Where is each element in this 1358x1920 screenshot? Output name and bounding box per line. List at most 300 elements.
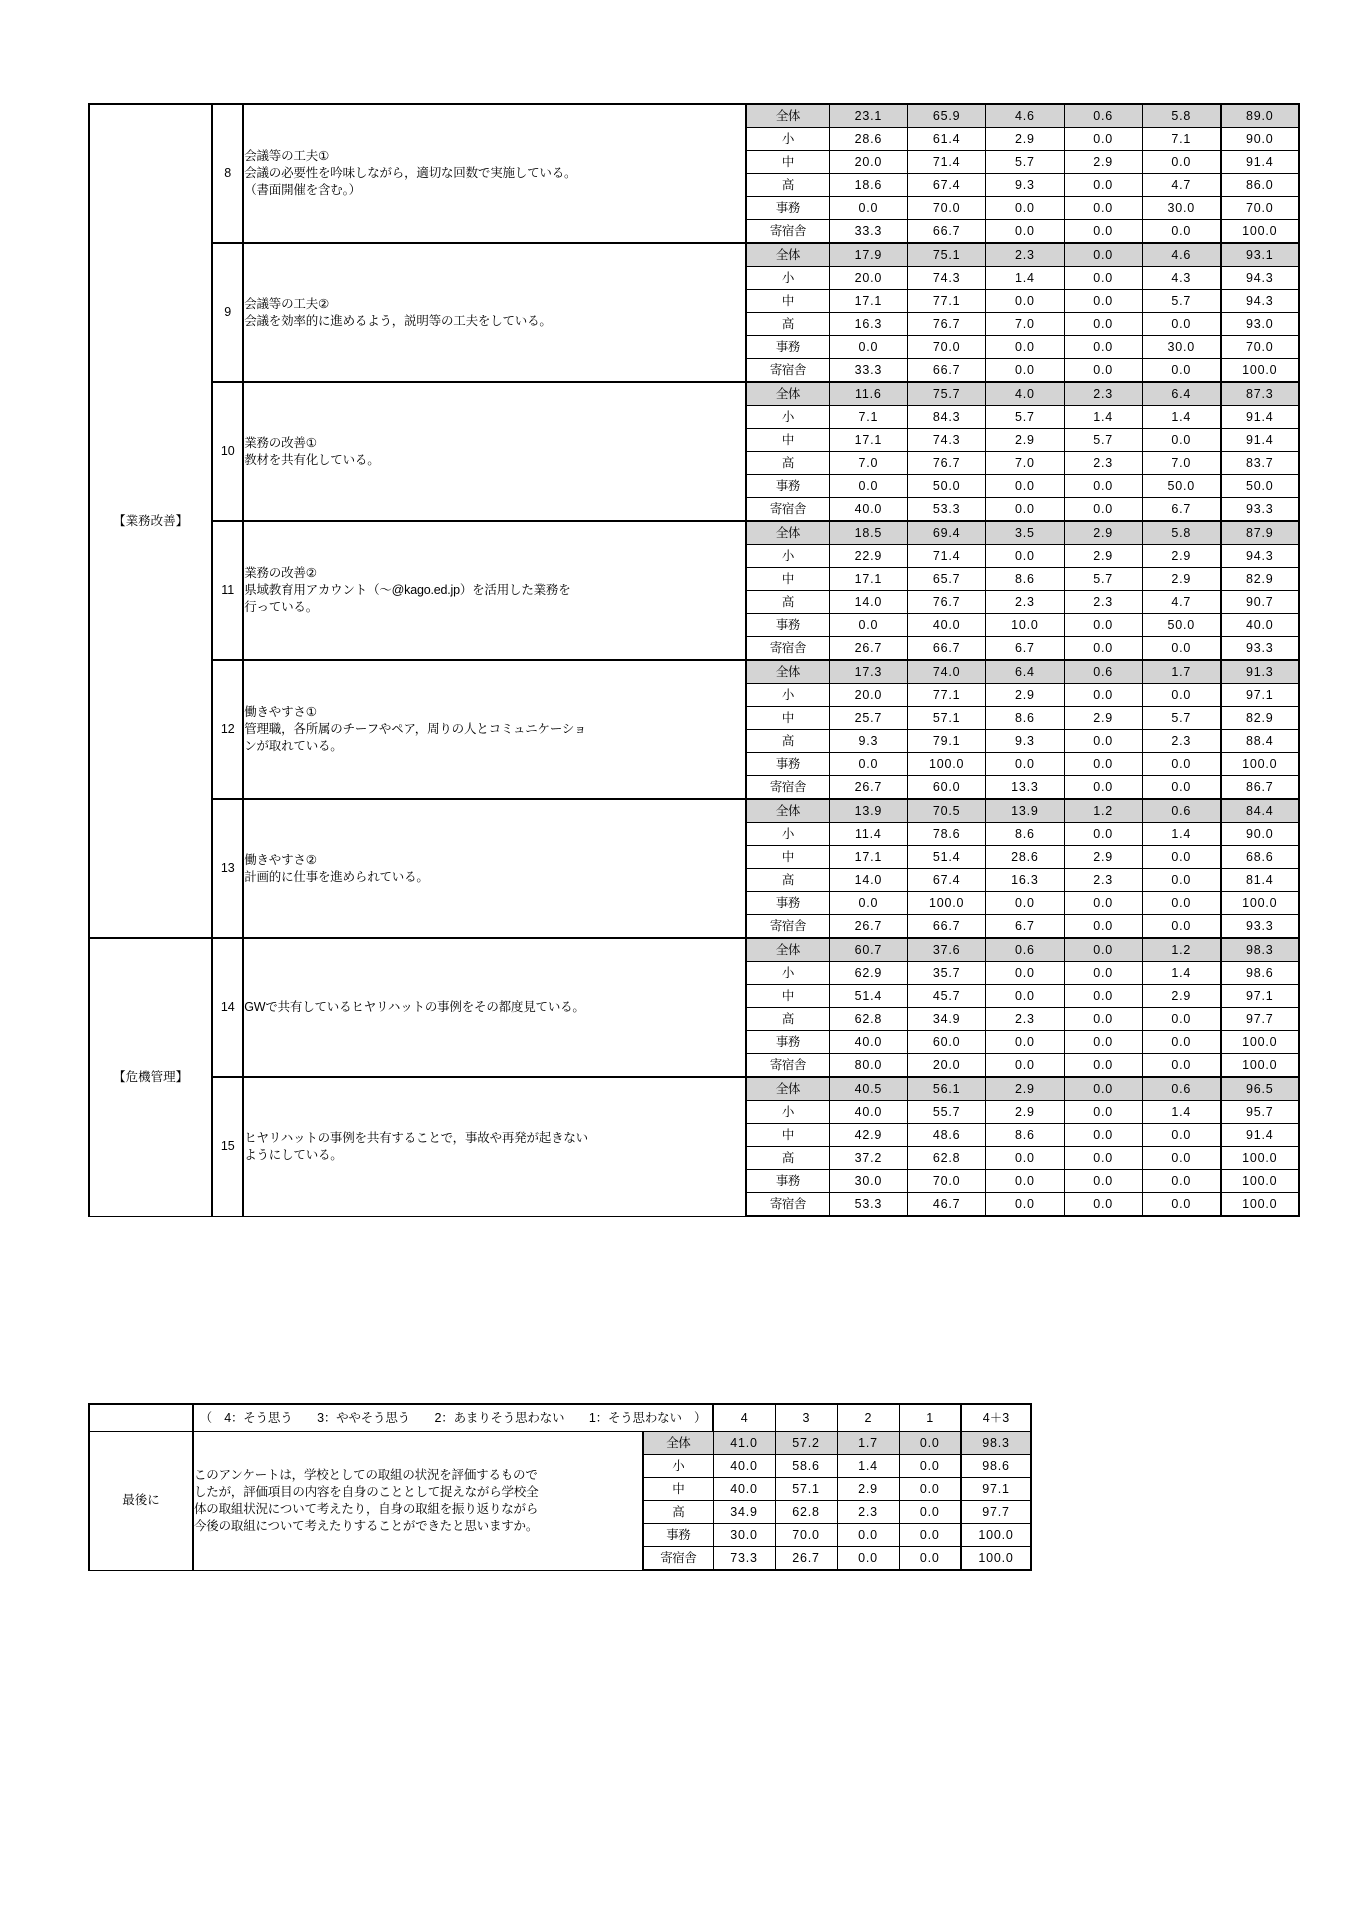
data-cell-v4: 0.0 (829, 892, 907, 915)
row-category-label: 小 (643, 1455, 713, 1478)
data-cell-v2: 7.0 (986, 313, 1064, 336)
data-cell-v2: 3.5 (986, 521, 1064, 545)
data-cell-v2: 0.0 (986, 290, 1064, 313)
row-category-label: 寄宿舎 (643, 1547, 713, 1571)
row-category-label: 高 (746, 313, 829, 336)
data-cell-v4: 40.0 (829, 498, 907, 522)
table-row (89, 1432, 1031, 1455)
row-category-label: 事務 (746, 1031, 829, 1054)
data-cell-v0: 0.0 (1142, 1147, 1220, 1170)
data-cell-v4: 0.0 (829, 475, 907, 498)
data-cell-v1: 0.0 (1064, 336, 1142, 359)
final-question-text-line: このアンケートは，学校としての取組の状況を評価するもので (194, 1468, 538, 1482)
data-cell-v3: 50.0 (907, 475, 985, 498)
data-cell-v2: 0.0 (986, 1170, 1064, 1193)
row-category-label: 中 (746, 707, 829, 730)
row-category-label: 寄宿舎 (746, 776, 829, 800)
data-cell-v1: 0.0 (1064, 753, 1142, 776)
question-text-line: ヒヤリハットの事例を共有することで，事故や再発が起きない (244, 1130, 588, 1145)
data-cell-v1: 0.0 (899, 1432, 961, 1455)
data-cell-v0: 0.0 (1142, 776, 1220, 800)
data-cell-v1: 0.0 (1064, 267, 1142, 290)
data-cell-v4: 41.0 (713, 1432, 775, 1455)
data-cell-v2: 0.0 (986, 1054, 1064, 1078)
data-cell-sum: 91.4 (1221, 151, 1299, 174)
scale-header-3: 2 (837, 1404, 899, 1432)
data-cell-sum: 100.0 (1221, 1031, 1299, 1054)
question-number: 14 (212, 938, 243, 1077)
data-cell-v2: 8.6 (986, 1124, 1064, 1147)
data-cell-v2: 10.0 (986, 614, 1064, 637)
table-row (89, 799, 1299, 823)
data-cell-v3: 53.3 (907, 498, 985, 522)
data-cell-v2: 1.4 (837, 1455, 899, 1478)
data-cell-sum: 93.3 (1221, 915, 1299, 939)
data-cell-sum: 93.3 (1221, 637, 1299, 661)
data-cell-v2: 2.9 (986, 1077, 1064, 1101)
data-cell-v2: 2.9 (986, 1101, 1064, 1124)
data-cell-v2: 0.0 (986, 359, 1064, 383)
row-category-label: 小 (746, 406, 829, 429)
data-cell-v0: 4.7 (1142, 174, 1220, 197)
question-text-line: （書面開催を含む。） (244, 182, 361, 197)
data-cell-v1: 0.0 (899, 1501, 961, 1524)
data-cell-v0: 0.0 (1142, 220, 1220, 244)
data-cell-v4: 53.3 (829, 1193, 907, 1217)
question-text-line: 業務の改善① (244, 435, 317, 450)
row-category-label: 寄宿舎 (746, 498, 829, 522)
data-cell-v4: 0.0 (829, 336, 907, 359)
data-cell-v4: 17.1 (829, 846, 907, 869)
data-cell-v3: 75.7 (907, 382, 985, 406)
data-cell-v1: 0.0 (1064, 730, 1142, 753)
data-cell-v0: 30.0 (1142, 197, 1220, 220)
data-cell-v3: 57.1 (775, 1478, 837, 1501)
data-cell-v4: 42.9 (829, 1124, 907, 1147)
data-cell-v3: 45.7 (907, 985, 985, 1008)
data-cell-v4: 62.8 (829, 1008, 907, 1031)
data-cell-sum: 93.1 (1221, 243, 1299, 267)
data-cell-v1: 2.9 (1064, 846, 1142, 869)
data-cell-v4: 23.1 (829, 104, 907, 128)
scale-header-1: 4 (713, 1404, 775, 1432)
question-text-line: 管理職，各所属のチーフやペア，周りの人とコミュニケーショ (244, 722, 587, 737)
data-cell-sum: 87.9 (1221, 521, 1299, 545)
data-cell-sum: 86.7 (1221, 776, 1299, 800)
question-text (243, 799, 746, 938)
final-question-table (88, 1403, 1032, 1571)
data-cell-v3: 62.8 (775, 1501, 837, 1524)
data-cell-v2: 2.9 (986, 429, 1064, 452)
data-cell-v3: 67.4 (907, 174, 985, 197)
legend-blank-cell (89, 1404, 193, 1432)
data-cell-v1: 0.0 (1064, 684, 1142, 707)
data-cell-v0: 0.0 (1142, 1031, 1220, 1054)
data-cell-v1: 0.0 (1064, 1124, 1142, 1147)
data-cell-v1: 0.0 (1064, 1170, 1142, 1193)
data-cell-sum: 81.4 (1221, 869, 1299, 892)
data-cell-v4: 9.3 (829, 730, 907, 753)
data-cell-v3: 51.4 (907, 846, 985, 869)
row-category-label: 事務 (746, 892, 829, 915)
data-cell-v4: 0.0 (829, 614, 907, 637)
row-category-label: 事務 (746, 1170, 829, 1193)
data-cell-v4: 62.9 (829, 962, 907, 985)
data-cell-v4: 0.0 (829, 197, 907, 220)
data-cell-v0: 0.0 (1142, 1008, 1220, 1031)
row-category-label: 全体 (746, 243, 829, 267)
data-cell-sum: 91.4 (1221, 1124, 1299, 1147)
row-category-label: 全体 (746, 521, 829, 545)
table-row (89, 104, 1299, 128)
data-cell-v1: 0.0 (1064, 938, 1142, 962)
question-text (243, 243, 746, 382)
row-category-label: 事務 (746, 336, 829, 359)
data-cell-v1: 2.9 (1064, 521, 1142, 545)
data-cell-v2: 2.3 (986, 243, 1064, 267)
data-cell-sum: 100.0 (1221, 892, 1299, 915)
row-category-label: 中 (746, 985, 829, 1008)
data-cell-v4: 40.0 (829, 1101, 907, 1124)
data-cell-v3: 35.7 (907, 962, 985, 985)
data-cell-v1: 0.0 (1064, 637, 1142, 661)
data-cell-v2: 6.7 (986, 637, 1064, 661)
data-cell-v1: 0.0 (1064, 1031, 1142, 1054)
row-category-label: 中 (746, 151, 829, 174)
data-cell-v3: 70.0 (907, 336, 985, 359)
row-category-label: 全体 (746, 938, 829, 962)
data-cell-v1: 2.9 (1064, 151, 1142, 174)
data-cell-v2: 13.9 (986, 799, 1064, 823)
data-cell-v2: 28.6 (986, 846, 1064, 869)
data-cell-v1: 2.9 (1064, 545, 1142, 568)
data-cell-v3: 26.7 (775, 1547, 837, 1571)
data-cell-v0: 7.0 (1142, 452, 1220, 475)
question-text-line: 教材を共有化している。 (244, 452, 380, 467)
row-category-label: 高 (746, 1147, 829, 1170)
section-label: 【業務改善】 (89, 104, 212, 938)
data-cell-v2: 0.0 (986, 220, 1064, 244)
data-cell-v4: 30.0 (713, 1524, 775, 1547)
data-cell-v0: 6.4 (1142, 382, 1220, 406)
data-cell-v4: 40.5 (829, 1077, 907, 1101)
data-cell-v0: 2.9 (1142, 568, 1220, 591)
data-cell-v3: 100.0 (907, 892, 985, 915)
section-label: 【危機管理】 (89, 938, 212, 1216)
data-cell-v1: 0.0 (1064, 359, 1142, 383)
question-text (243, 660, 746, 799)
data-cell-v4: 26.7 (829, 776, 907, 800)
question-text-line: 会議等の工夫② (244, 296, 329, 311)
data-cell-v1: 0.0 (1064, 1008, 1142, 1031)
question-text-line: ようにしている。 (244, 1147, 343, 1162)
data-cell-v0: 0.0 (1142, 429, 1220, 452)
data-cell-v2: 0.0 (837, 1524, 899, 1547)
data-cell-v0: 0.0 (1142, 359, 1220, 383)
data-cell-v1: 0.0 (1064, 220, 1142, 244)
question-text-line: 業務の改善② (244, 566, 317, 581)
data-cell-v4: 73.3 (713, 1547, 775, 1571)
data-cell-v4: 11.6 (829, 382, 907, 406)
data-cell-v3: 58.6 (775, 1455, 837, 1478)
row-category-label: 中 (643, 1478, 713, 1501)
data-cell-v2: 6.4 (986, 660, 1064, 684)
data-cell-v0: 2.9 (1142, 985, 1220, 1008)
data-cell-v0: 0.0 (1142, 915, 1220, 939)
data-cell-sum: 70.0 (1221, 336, 1299, 359)
row-category-label: 中 (746, 429, 829, 452)
data-cell-v1: 2.3 (1064, 869, 1142, 892)
data-cell-v2: 0.0 (837, 1547, 899, 1571)
data-cell-v0: 0.0 (1142, 753, 1220, 776)
data-cell-v3: 77.1 (907, 290, 985, 313)
table-row (89, 1077, 1299, 1101)
data-cell-v3: 76.7 (907, 452, 985, 475)
data-cell-v0: 0.0 (1142, 1193, 1220, 1217)
data-cell-v0: 30.0 (1142, 336, 1220, 359)
data-cell-sum: 84.4 (1221, 799, 1299, 823)
data-cell-v2: 8.6 (986, 707, 1064, 730)
data-cell-sum: 94.3 (1221, 290, 1299, 313)
row-category-label: 中 (746, 1124, 829, 1147)
data-cell-v0: 0.0 (1142, 869, 1220, 892)
question-text-line: 働きやすさ① (244, 705, 317, 720)
data-cell-v2: 5.7 (986, 151, 1064, 174)
data-cell-sum: 100.0 (1221, 753, 1299, 776)
data-cell-v1: 0.0 (1064, 243, 1142, 267)
data-cell-sum: 68.6 (1221, 846, 1299, 869)
data-cell-sum: 40.0 (1221, 614, 1299, 637)
final-question-text-line: 体の取組状況について考えたり，自身の取組を振り返りながら (194, 1501, 539, 1516)
row-category-label: 中 (746, 846, 829, 869)
data-cell-v0: 0.0 (1142, 1170, 1220, 1193)
data-cell-sum: 90.0 (1221, 128, 1299, 151)
table-row (89, 938, 1299, 962)
data-cell-v3: 84.3 (907, 406, 985, 429)
data-cell-v3: 69.4 (907, 521, 985, 545)
data-cell-v0: 1.4 (1142, 1101, 1220, 1124)
row-category-label: 小 (746, 545, 829, 568)
data-cell-v4: 80.0 (829, 1054, 907, 1078)
question-text-line: 計画的に仕事を進められている。 (244, 869, 429, 884)
data-cell-v4: 14.0 (829, 869, 907, 892)
question-text (243, 521, 746, 660)
data-cell-v3: 76.7 (907, 591, 985, 614)
data-cell-v4: 16.3 (829, 313, 907, 336)
row-category-label: 小 (746, 1101, 829, 1124)
table-row (89, 660, 1299, 684)
data-cell-v0: 1.7 (1142, 660, 1220, 684)
data-cell-v4: 14.0 (829, 591, 907, 614)
data-cell-v1: 0.0 (899, 1547, 961, 1571)
data-cell-v1: 2.3 (1064, 382, 1142, 406)
final-section-label: 最後に (89, 1432, 193, 1571)
data-cell-v2: 4.0 (986, 382, 1064, 406)
data-cell-v1: 0.6 (1064, 660, 1142, 684)
scale-header-4: 1 (899, 1404, 961, 1432)
data-cell-sum: 100.0 (961, 1524, 1031, 1547)
data-cell-v4: 17.9 (829, 243, 907, 267)
data-cell-v1: 0.0 (1064, 290, 1142, 313)
data-cell-v3: 55.7 (907, 1101, 985, 1124)
row-category-label: 小 (746, 267, 829, 290)
data-cell-v1: 0.0 (1064, 985, 1142, 1008)
data-cell-v4: 18.6 (829, 174, 907, 197)
data-cell-sum: 100.0 (1221, 1193, 1299, 1217)
row-category-label: 全体 (643, 1432, 713, 1455)
data-cell-v0: 0.0 (1142, 313, 1220, 336)
data-cell-v3: 65.9 (907, 104, 985, 128)
data-cell-v2: 0.0 (986, 962, 1064, 985)
table-row (89, 521, 1299, 545)
data-cell-sum: 98.3 (1221, 938, 1299, 962)
data-cell-v0: 0.0 (1142, 1124, 1220, 1147)
data-cell-sum: 100.0 (1221, 1170, 1299, 1193)
row-category-label: 高 (643, 1501, 713, 1524)
data-cell-v3: 79.1 (907, 730, 985, 753)
data-cell-v3: 60.0 (907, 776, 985, 800)
data-cell-v0: 4.6 (1142, 243, 1220, 267)
data-cell-v0: 0.0 (1142, 637, 1220, 661)
data-cell-v1: 2.9 (1064, 707, 1142, 730)
row-category-label: 高 (746, 730, 829, 753)
data-cell-sum: 86.0 (1221, 174, 1299, 197)
data-cell-v0: 50.0 (1142, 614, 1220, 637)
data-cell-v3: 74.0 (907, 660, 985, 684)
question-text-line: 会議の必要性を吟味しながら，適切な回数で実施している。 (244, 166, 577, 181)
data-cell-v0: 0.0 (1142, 684, 1220, 707)
data-cell-v4: 17.1 (829, 290, 907, 313)
question-number: 11 (212, 521, 243, 660)
data-cell-sum: 90.0 (1221, 823, 1299, 846)
data-cell-v3: 65.7 (907, 568, 985, 591)
data-cell-v3: 20.0 (907, 1054, 985, 1078)
row-category-label: 全体 (746, 799, 829, 823)
data-cell-sum: 94.3 (1221, 545, 1299, 568)
data-cell-v2: 0.0 (986, 1031, 1064, 1054)
row-category-label: 寄宿舎 (746, 915, 829, 939)
scale-header-5: 4＋3 (961, 1404, 1031, 1432)
data-cell-v1: 2.3 (1064, 452, 1142, 475)
data-cell-v4: 34.9 (713, 1501, 775, 1524)
data-cell-v2: 0.0 (986, 197, 1064, 220)
data-cell-sum: 90.7 (1221, 591, 1299, 614)
table-row (89, 243, 1299, 267)
data-cell-v3: 70.5 (907, 799, 985, 823)
data-cell-v3: 66.7 (907, 359, 985, 383)
data-cell-v1: 0.0 (1064, 1147, 1142, 1170)
row-category-label: 小 (746, 684, 829, 707)
data-cell-v4: 40.0 (829, 1031, 907, 1054)
data-cell-v2: 2.9 (986, 684, 1064, 707)
final-question-text (193, 1432, 643, 1571)
question-number: 13 (212, 799, 243, 938)
data-cell-v1: 0.0 (1064, 614, 1142, 637)
data-cell-v1: 5.7 (1064, 568, 1142, 591)
data-cell-v0: 0.0 (1142, 1054, 1220, 1078)
data-cell-v2: 1.7 (837, 1432, 899, 1455)
data-cell-v2: 0.0 (986, 1147, 1064, 1170)
data-cell-sum: 83.7 (1221, 452, 1299, 475)
data-cell-v3: 67.4 (907, 869, 985, 892)
question-text (243, 382, 746, 521)
question-text-line: 行っている。 (244, 599, 318, 614)
data-cell-v4: 11.4 (829, 823, 907, 846)
data-cell-v3: 56.1 (907, 1077, 985, 1101)
data-cell-v1: 0.0 (1064, 174, 1142, 197)
data-cell-v3: 46.7 (907, 1193, 985, 1217)
row-category-label: 全体 (746, 660, 829, 684)
data-cell-v4: 26.7 (829, 915, 907, 939)
data-cell-v4: 30.0 (829, 1170, 907, 1193)
question-text-line: 働きやすさ② (244, 852, 317, 867)
data-cell-sum: 98.3 (961, 1432, 1031, 1455)
data-cell-v3: 60.0 (907, 1031, 985, 1054)
data-cell-sum: 98.6 (961, 1455, 1031, 1478)
data-cell-v3: 100.0 (907, 753, 985, 776)
row-category-label: 中 (746, 568, 829, 591)
data-cell-sum: 100.0 (1221, 220, 1299, 244)
data-cell-sum: 93.0 (1221, 313, 1299, 336)
data-cell-v1: 0.0 (1064, 498, 1142, 522)
data-cell-v1: 0.6 (1064, 104, 1142, 128)
row-category-label: 事務 (746, 197, 829, 220)
data-cell-v4: 0.0 (829, 753, 907, 776)
data-cell-v0: 0.6 (1142, 799, 1220, 823)
data-cell-v0: 7.1 (1142, 128, 1220, 151)
data-cell-v1: 0.0 (1064, 313, 1142, 336)
final-question-text-line: 今後の取組について考えたりすることができたと思いますか。 (194, 1518, 539, 1533)
data-cell-v2: 8.6 (986, 823, 1064, 846)
data-cell-v3: 74.3 (907, 429, 985, 452)
data-cell-sum: 97.1 (961, 1478, 1031, 1501)
data-cell-v4: 17.1 (829, 568, 907, 591)
scale-header-2: 3 (775, 1404, 837, 1432)
row-category-label: 寄宿舎 (746, 637, 829, 661)
data-cell-v0: 1.2 (1142, 938, 1220, 962)
data-cell-sum: 70.0 (1221, 197, 1299, 220)
data-cell-v3: 66.7 (907, 637, 985, 661)
data-cell-v0: 1.4 (1142, 823, 1220, 846)
data-cell-sum: 95.7 (1221, 1101, 1299, 1124)
question-number: 8 (212, 104, 243, 243)
data-cell-v2: 9.3 (986, 730, 1064, 753)
row-category-label: 高 (746, 591, 829, 614)
final-question-text-line: したが，評価項目の内容を自身のこととして捉えながら学校全 (194, 1484, 539, 1499)
row-category-label: 高 (746, 452, 829, 475)
row-category-label: 全体 (746, 1077, 829, 1101)
data-cell-v2: 0.0 (986, 545, 1064, 568)
data-cell-v1: 0.0 (1064, 1077, 1142, 1101)
data-cell-v0: 2.9 (1142, 545, 1220, 568)
data-cell-v0: 5.8 (1142, 104, 1220, 128)
data-cell-v4: 37.2 (829, 1147, 907, 1170)
data-cell-v2: 5.7 (986, 406, 1064, 429)
data-cell-v3: 66.7 (907, 915, 985, 939)
data-cell-sum: 93.3 (1221, 498, 1299, 522)
data-cell-v3: 34.9 (907, 1008, 985, 1031)
data-cell-v4: 33.3 (829, 220, 907, 244)
data-cell-v4: 33.3 (829, 359, 907, 383)
data-cell-sum: 88.4 (1221, 730, 1299, 753)
data-cell-sum: 97.7 (961, 1501, 1031, 1524)
data-cell-v0: 0.6 (1142, 1077, 1220, 1101)
data-cell-v3: 61.4 (907, 128, 985, 151)
row-category-label: 中 (746, 290, 829, 313)
data-cell-v3: 57.1 (907, 707, 985, 730)
data-cell-v2: 0.0 (986, 985, 1064, 1008)
scale-legend: （ 4：そう思う 3：ややそう思う 2：あまりそう思わない 1：そう思わない ） (193, 1404, 713, 1432)
